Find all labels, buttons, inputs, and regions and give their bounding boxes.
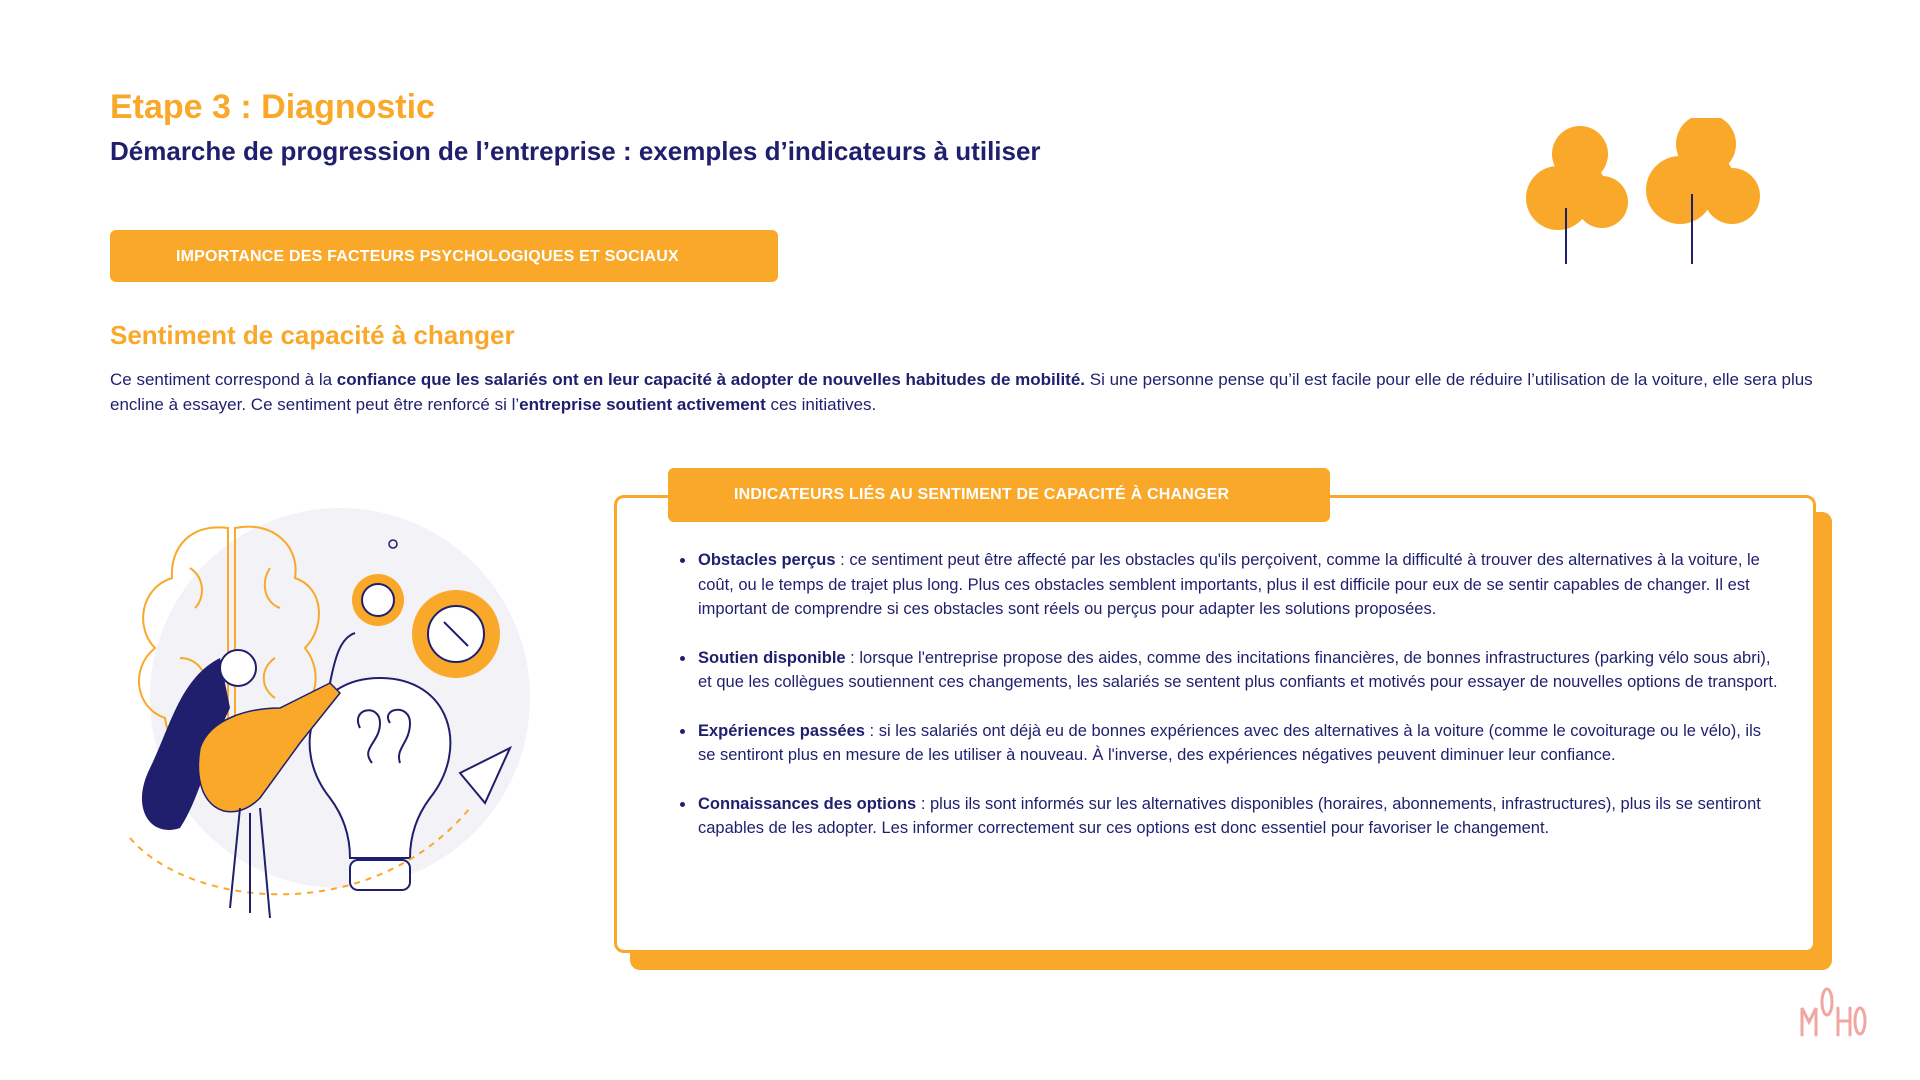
card-tab-label: INDICATEURS LIÉS AU SENTIMENT DE CAPACITÉ À CHANGER [668,468,1330,522]
section-title: Sentiment de capacité à changer [110,320,515,350]
item-term: Obstacles perçus [698,551,836,569]
intro-text-1: Ce sentiment correspond à la [110,370,337,389]
intro-text-4: entreprise soutient activement [519,394,766,414]
item-text: : plus ils sont informés sur les alternatives disponibles (horaires, abonnements, infrastructures), plus ils se sentiront capables de les adopter. Les informer correctement sur ces options est donc essentiel pour favoriser le changement. [698,794,1761,837]
section-banner: IMPORTANCE DES FACTEURS PSYCHOLOGIQUES ET SOCIAUX [110,230,778,282]
list-item [680,719,1780,768]
logo-mark-icon [1802,989,1865,1035]
item-term: Connaissances des options [698,794,917,813]
page-subtitle: Démarche de progression de l’entreprise : exemples d’indicateurs à utiliser [110,136,1041,166]
item-text: : si les salariés ont déjà eu de bonnes expériences avec des alternatives à la voiture (comme le covoiturage ou le vélo), ils se sentiront plus en mesure de les utiliser à nouveau. À l'inverse, des expériences négatives peuvent diminuer leur confiance. [698,721,1762,764]
gear-small-icon [352,574,404,626]
tree-left-icon [1526,126,1628,264]
gear-large-icon [412,590,500,678]
list-item [680,792,1780,841]
item-term: Expériences passées [698,721,865,740]
intro-paragraph [110,368,1840,417]
trees-illustration [1500,118,1760,268]
item-term: Soutien disponible [698,648,846,667]
intro-text-3: Si une personne pense qu’il est facile pour elle de réduire l’utilisation de la voiture, elle sera plus encline à essayer. Ce sentiment peut être renforcé si l’ [110,370,1813,414]
list-item [680,646,1780,695]
tree-right-icon [1646,118,1760,264]
item-text: : lorsque l'entreprise propose des aides, comme des incitations financières, de bonnes infrastructures (parking vélo sous abri), et que les collègues soutiennent ces changements, les salariés se sentent plus confiants et motivés pour essayer de nouvelles options de transport. [698,648,1778,691]
list-item [680,548,1780,622]
page-title: Etape 3 : Diagnostic [110,88,435,126]
intro-text-5: ces initiatives. [765,394,877,414]
moho-logo [1798,980,1868,1040]
person-brain-lightbulb-illustration [110,508,530,928]
intro-text-2: confiance que les salariés ont en leur capacité à adopter de nouvelles habitudes de mobilité. [336,370,1086,389]
item-text: : ce sentiment peut être affecté par les obstacles qu'ils perçoivent, comme la difficulté à trouver des alternatives à la voiture, le coût, ou le temps de trajet plus long. Plus ces obstacles semblent importants, plus il est difficile pour eux de se sentir capables de changer. Il est important de comprendre si ces obstacles sont réels ou perçus pour adapter les solutions proposées. [698,551,1760,618]
indicators-list [680,548,1780,865]
